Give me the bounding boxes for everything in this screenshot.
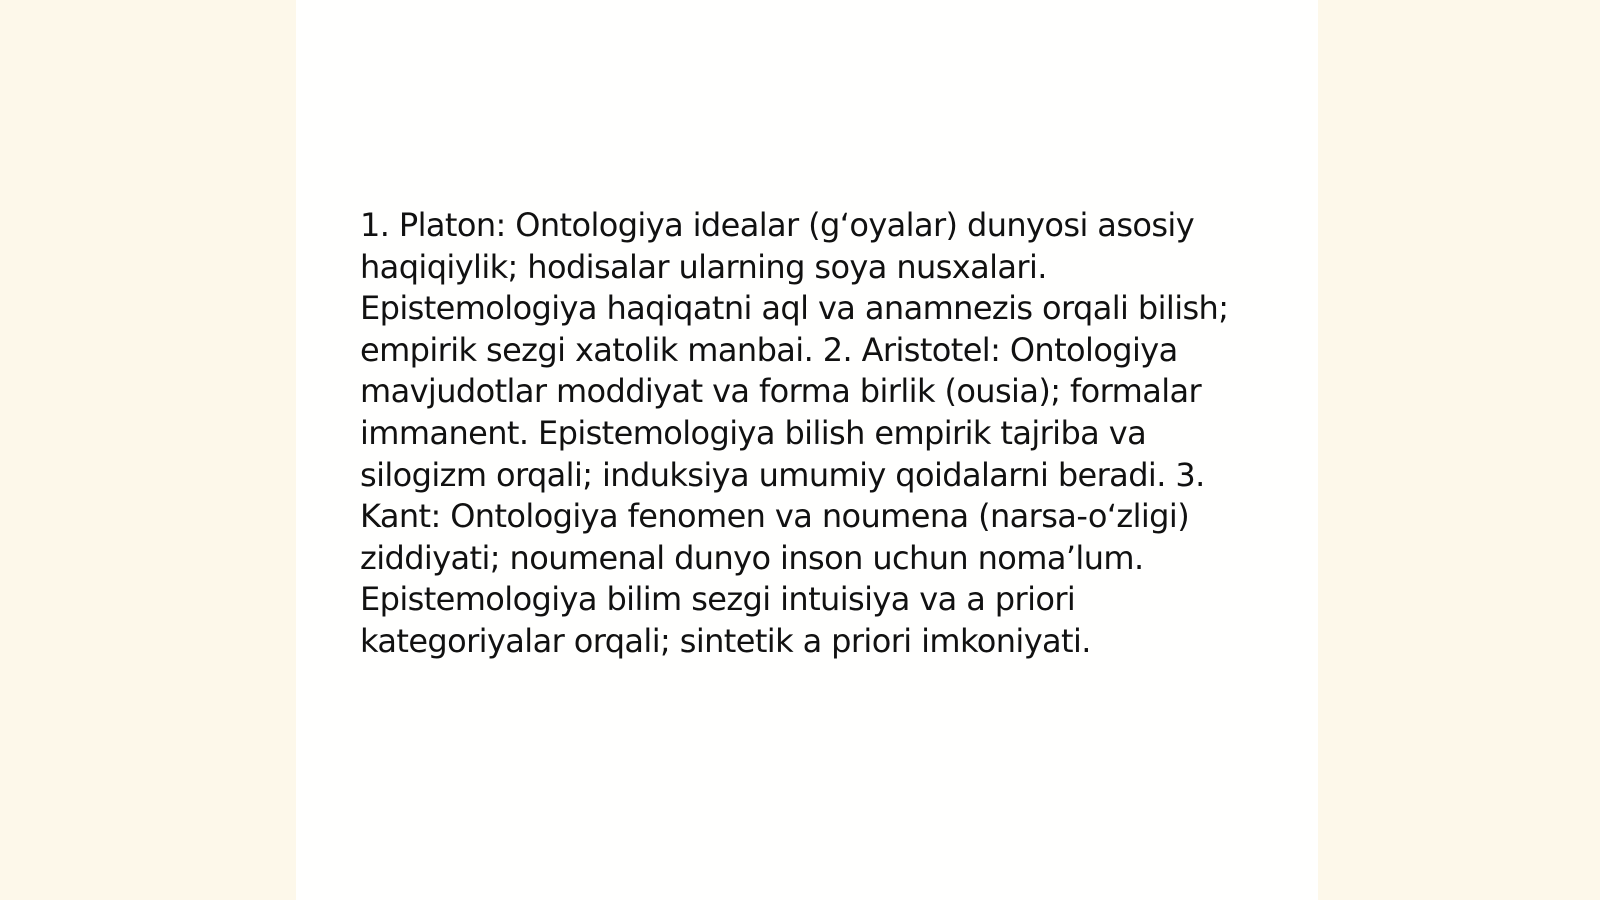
slide-body-text: 1. Platon: Ontologiya idealar (g‘oyalar) dunyosi asosiy haqiqiylik; hodisalar ularning soya nusxalari. Epistemologiya haqiqatni aql va anamnezis orqali bilish; empirik sezgi xatolik manbai. 2. Aristotel: Ontologiya mavjudotlar moddiyat va forma birlik (ousia); formalar immanent. Epistemologiya bilish empirik tajriba va silogizm orqali; induksiya umumiy qoidalarni beradi. 3. Kant: Ontologiya fenomen va noumena (narsa-o‘zligi) ziddiyati; noumenal dunyo inson uchun noma’lum. Epistemologiya bilim sezgi intuisiya va a priori kategoriyalar orqali; sintetik a priori imkoniyati.: [360, 206, 1229, 660]
slide-page: [296, 0, 1318, 900]
right-margin: [1318, 0, 1600, 900]
left-margin: [0, 0, 296, 900]
